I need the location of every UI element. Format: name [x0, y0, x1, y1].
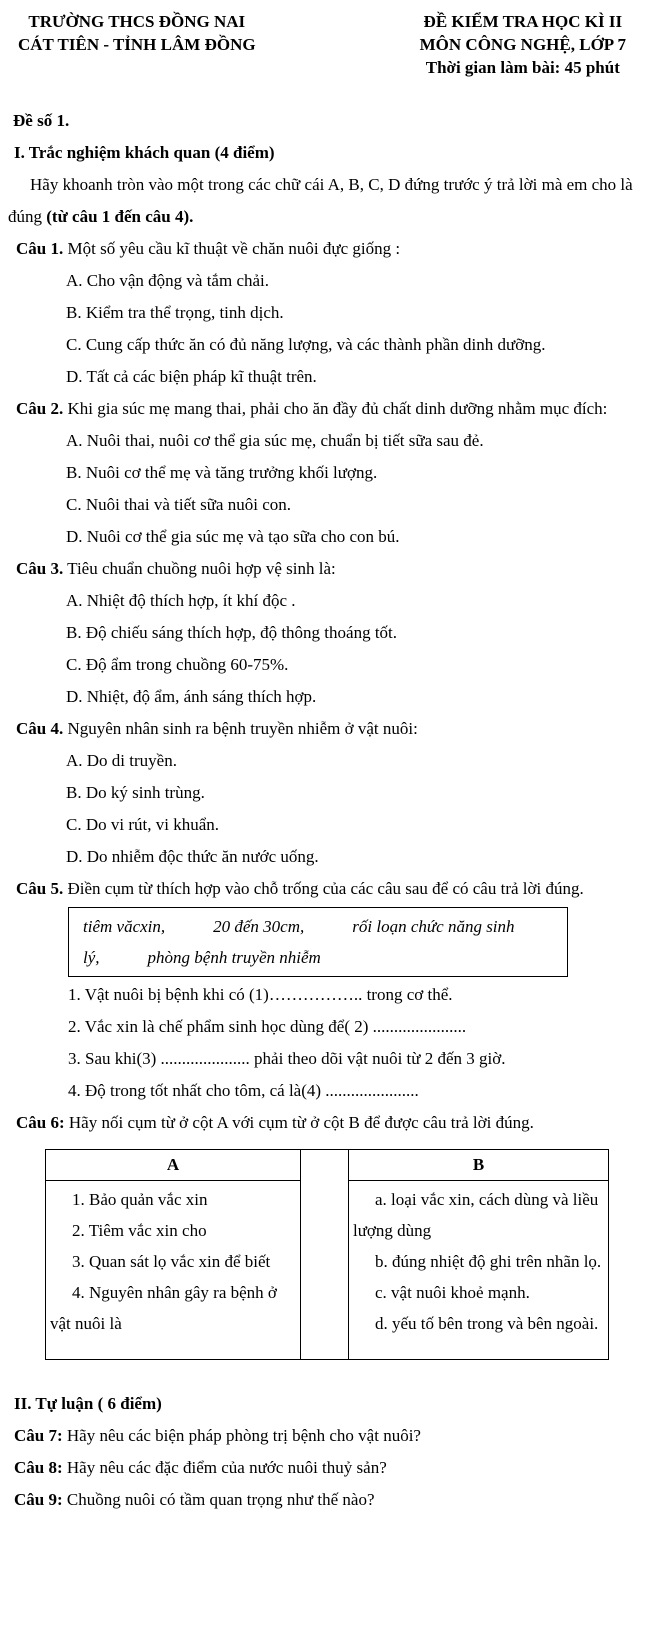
question-2-option-b: B. Nuôi cơ thể mẹ và tăng trưởng khối lượng.: [66, 463, 378, 482]
question-4-option-a: A. Do di truyền.: [66, 751, 177, 770]
word-bank-item: tiêm văcxin,: [83, 917, 166, 936]
section1-intro-text: Hãy khoanh tròn vào một trong các chữ cái A, B, C, D đứng trước ý trả lời mà em cho là đúng: [8, 175, 633, 226]
question-2-option-c: C. Nuôi thai và tiết sữa nuôi con.: [66, 495, 291, 514]
section1-intro: [8, 169, 642, 233]
question-2-option-d: D. Nuôi cơ thể gia súc mẹ và tạo sữa cho con bú.: [66, 527, 400, 546]
question-7: [8, 1420, 642, 1452]
question-1-option-c: C. Cung cấp thức ăn có đủ năng lượng, và các thành phần dinh dưỡng.: [66, 335, 546, 354]
question-4-text: Nguyên nhân sinh ra bệnh truyền nhiễm ở vật nuôi:: [63, 719, 418, 738]
question-2-stem: [8, 393, 642, 425]
exam-subject: MÔN CÔNG NGHỆ, LỚP 7: [419, 35, 626, 54]
question-4-label: Câu 4.: [16, 719, 64, 738]
fill-item-1: 1. Vật nuôi bị bệnh khi có (1)…………….. trong cơ thể.: [68, 985, 453, 1004]
match-col-a-cell: [46, 1181, 301, 1360]
match-col-b-item: c. vật nuôi khoẻ mạnh.: [375, 1283, 530, 1302]
question-6-text: Hãy nối cụm từ ở cột A với cụm từ ở cột B để được câu trả lời đúng.: [64, 1113, 534, 1132]
section2-title: II. Tự luận ( 6 điểm): [14, 1394, 162, 1413]
question-1-label: Câu 1.: [16, 239, 64, 258]
question-3: [8, 553, 642, 713]
question-7-text: Hãy nêu các biện pháp phòng trị bệnh cho vật nuôi?: [62, 1426, 421, 1445]
question-1-option-d: D. Tất cả các biện pháp kĩ thuật trên.: [66, 367, 317, 386]
question-9: [8, 1484, 642, 1516]
question-2-option-a: A. Nuôi thai, nuôi cơ thể gia súc mẹ, chuẩn bị tiết sữa sau đẻ.: [66, 431, 484, 450]
exam-title-block: [420, 10, 626, 79]
match-table-body-row: [46, 1181, 609, 1360]
word-bank-item: 20 đến 30cm,: [213, 917, 305, 936]
question-8-text: Hãy nêu các đặc điểm của nước nuôi thuỷ sản?: [62, 1458, 387, 1477]
match-mid-header: [301, 1150, 349, 1181]
fill-item-4: 4. Độ trong tốt nhất cho tôm, cá là(4) ......................: [68, 1081, 419, 1100]
match-col-a-item: 4. Nguyên nhân gây ra bệnh ở vật nuôi là: [50, 1283, 277, 1333]
question-8-label: Câu 8:: [14, 1458, 63, 1477]
exam-duration: Thời gian làm bài: 45 phút: [425, 58, 620, 77]
question-1-stem: [8, 233, 642, 265]
match-col-a-item: 2. Tiêm vắc xin cho: [72, 1221, 207, 1240]
word-bank-item: rối loạn chức năng sinh lý,: [83, 917, 515, 967]
word-bank-box: [68, 907, 568, 977]
match-mid-cell: [301, 1181, 349, 1360]
question-5-text: Điền cụm từ thích hợp vào chỗ trống của các câu sau để có câu trả lời đúng.: [63, 879, 584, 898]
question-1: [8, 233, 642, 393]
match-col-b-item: d. yếu tố bên trong và bên ngoài.: [375, 1314, 599, 1333]
word-bank-item: phòng bệnh truyền nhiễm: [147, 948, 321, 967]
section1-intro-bold: (từ câu 1 đến câu 4).: [46, 207, 194, 226]
question-9-label: Câu 9:: [14, 1490, 63, 1509]
question-3-option-b: B. Độ chiếu sáng thích hợp, độ thông thoáng tốt.: [66, 623, 398, 642]
question-6-stem: [8, 1107, 642, 1139]
question-4-option-b: B. Do ký sinh trùng.: [66, 783, 205, 802]
match-table-header-row: [46, 1150, 609, 1181]
exam-title: ĐỀ KIỂM TRA HỌC KÌ II: [423, 12, 623, 31]
question-3-label: Câu 3.: [16, 559, 64, 578]
question-6-label: Câu 6:: [16, 1113, 65, 1132]
question-1-text: Một số yêu cầu kĩ thuật về chăn nuôi đực giống :: [63, 239, 401, 258]
match-col-a-item: 1. Bảo quản vắc xin: [72, 1190, 208, 1209]
question-4-option-c: C. Do vi rút, vi khuẩn.: [66, 815, 219, 834]
match-col-b-item: a. loại vắc xin, cách dùng và liều lượng dùng: [353, 1190, 599, 1240]
match-table: [45, 1149, 609, 1360]
question-5: [8, 873, 642, 1107]
fill-item-3: 3. Sau khi(3) ..................... phải theo dõi vật nuôi từ 2 đến 3 giờ.: [68, 1049, 506, 1068]
question-8: [8, 1452, 642, 1484]
question-3-option-d: D. Nhiệt, độ ẩm, ánh sáng thích hợp.: [66, 687, 317, 706]
question-6: [8, 1107, 642, 1360]
exam-set-number: Đề số 1.: [13, 111, 70, 130]
section1-title: I. Trắc nghiệm khách quan (4 điểm): [14, 143, 275, 162]
question-9-text: Chuồng nuôi có tầm quan trọng như thế nào?: [62, 1490, 375, 1509]
question-4-stem: [8, 713, 642, 745]
question-2-label: Câu 2.: [16, 399, 64, 418]
match-col-b-item: b. đúng nhiệt độ ghi trên nhãn lọ.: [375, 1252, 602, 1271]
question-2: [8, 393, 642, 553]
question-7-label: Câu 7:: [14, 1426, 63, 1445]
question-5-label: Câu 5.: [16, 879, 64, 898]
question-1-option-a: A. Cho vận động và tắm chải.: [66, 271, 270, 290]
question-2-text: Khi gia súc mẹ mang thai, phải cho ăn đầy đủ chất dinh dưỡng nhằm mục đích:: [63, 399, 608, 418]
match-col-b-header: B: [349, 1150, 609, 1181]
question-4-option-d: D. Do nhiễm độc thức ăn nước uống.: [66, 847, 319, 866]
school-block: [18, 10, 256, 79]
question-3-option-c: C. Độ ẩm trong chuồng 60-75%.: [66, 655, 289, 674]
question-5-stem: [8, 873, 642, 905]
match-col-b-cell: [349, 1181, 609, 1360]
match-col-a-header: A: [46, 1150, 301, 1181]
fill-item-2: 2. Vắc xin là chế phẩm sinh học dùng để( 2) ......................: [68, 1017, 467, 1036]
question-4: [8, 713, 642, 873]
question-1-option-b: B. Kiểm tra thể trọng, tinh dịch.: [66, 303, 284, 322]
match-col-a-item: 3. Quan sát lọ vắc xin để biết: [72, 1252, 271, 1271]
question-3-option-a: A. Nhiệt độ thích hợp, ít khí độc .: [66, 591, 296, 610]
exam-header: [8, 6, 642, 79]
school-location: CÁT TIÊN - TỈNH LÂM ĐỒNG: [18, 35, 256, 54]
question-3-text: Tiêu chuẩn chuồng nuôi hợp vệ sinh là:: [63, 559, 336, 578]
school-name: TRƯỜNG THCS ĐỒNG NAI: [28, 12, 246, 31]
question-3-stem: [8, 553, 642, 585]
